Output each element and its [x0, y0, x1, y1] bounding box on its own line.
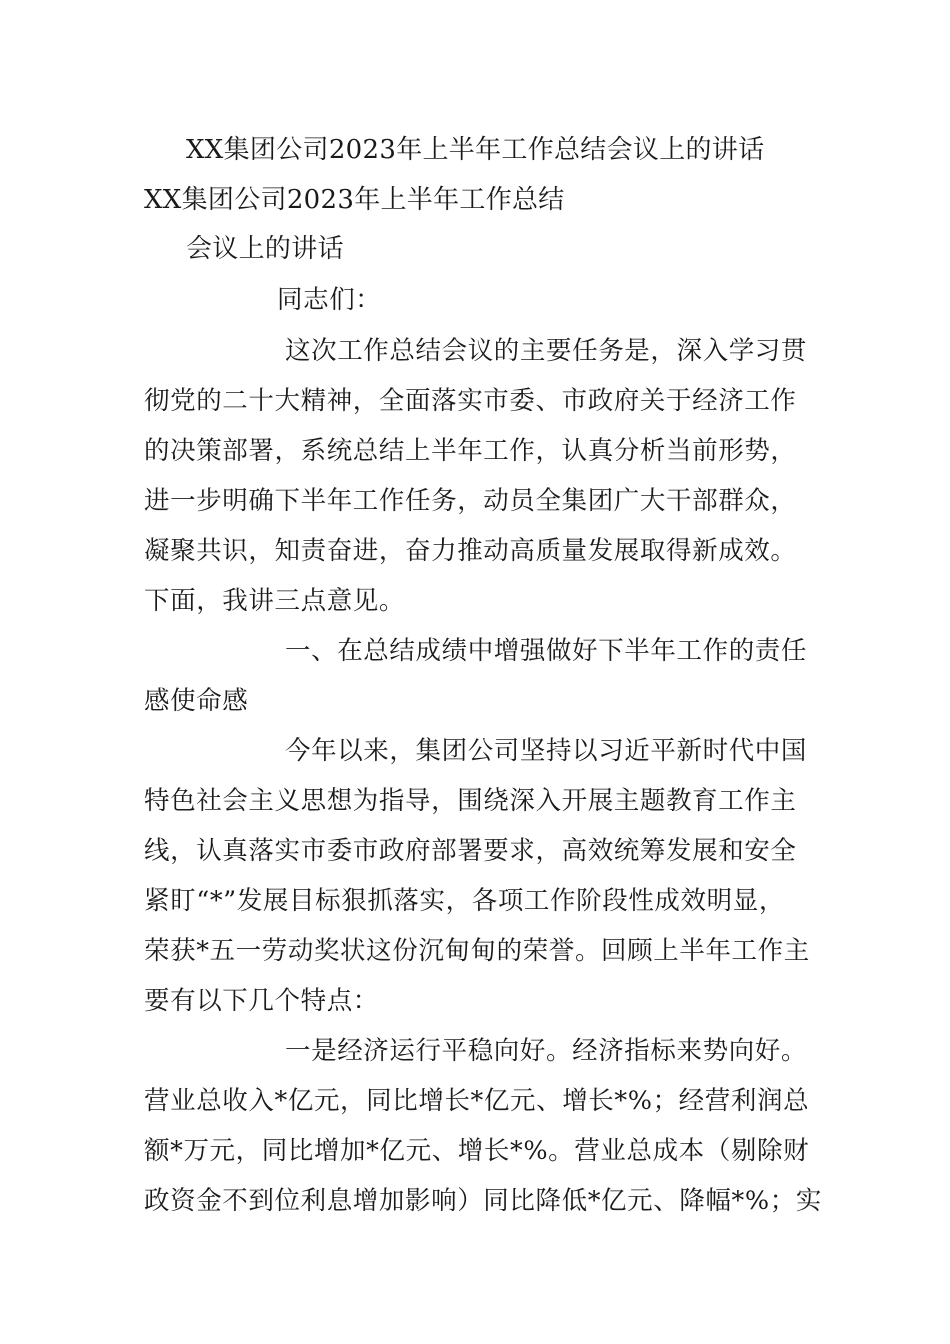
title-line-2: XX集团公司2023年上半年工作总结 — [144, 185, 565, 215]
paragraph-line: 这次工作总结会议的主要任务是，深入学习贯 — [285, 336, 808, 366]
paragraph-line: 紧盯“*”发展目标狠抓落实，各项工作阶段性成效明显， — [144, 886, 785, 916]
title-line-1: XX集团公司2023年上半年工作总结会议上的讲话 — [186, 135, 765, 165]
paragraph-line: 今年以来，集团公司坚持以习近平新时代中国 — [285, 736, 808, 766]
paragraph-line: 要有以下几个特点： — [144, 986, 379, 1016]
title-line-3: 会议上的讲话 — [186, 234, 344, 264]
paragraph-line: 凝聚共识，知责奋进，奋力推动高质量发展取得新成效。 — [144, 536, 797, 566]
paragraph-line: 荣获*五一劳动奖状这份沉甸甸的荣誉。回顾上半年工作主 — [144, 936, 810, 966]
paragraph-line: 额*万元，同比增加*亿元、增长*%。营业总成本（剔除财 — [144, 1136, 810, 1166]
paragraph-line: 的决策部署，系统总结上半年工作，认真分析当前形势， — [144, 436, 797, 466]
paragraph-line: 一是经济运行平稳向好。经济指标来势向好。 — [285, 1036, 808, 1066]
paragraph-line: 彻党的二十大精神，全面落实市委、市政府关于经济工作 — [144, 386, 797, 416]
paragraph-line: 特色社会主义思想为指导，围绕深入开展主题教育工作主 — [144, 786, 797, 816]
paragraph-line: 进一步明确下半年工作任务，动员全集团广大干部群众， — [144, 486, 797, 516]
paragraph-line: 政资金不到位利息增加影响）同比降低*亿元、降幅*%；实 — [144, 1186, 822, 1216]
paragraph-line: 营业总收入*亿元，同比增长*亿元、增长*%；经营利润总 — [144, 1086, 810, 1116]
heading-line: 感使命感 — [144, 686, 249, 716]
heading-line: 一、在总结成绩中增强做好下半年工作的责任 — [285, 636, 808, 666]
paragraph-line: 线，认真落实市委市政府部署要求，高效统筹发展和安全 — [144, 836, 797, 866]
salutation: 同志们： — [277, 285, 382, 315]
paragraph-line: 下面，我讲三点意见。 — [144, 586, 406, 616]
